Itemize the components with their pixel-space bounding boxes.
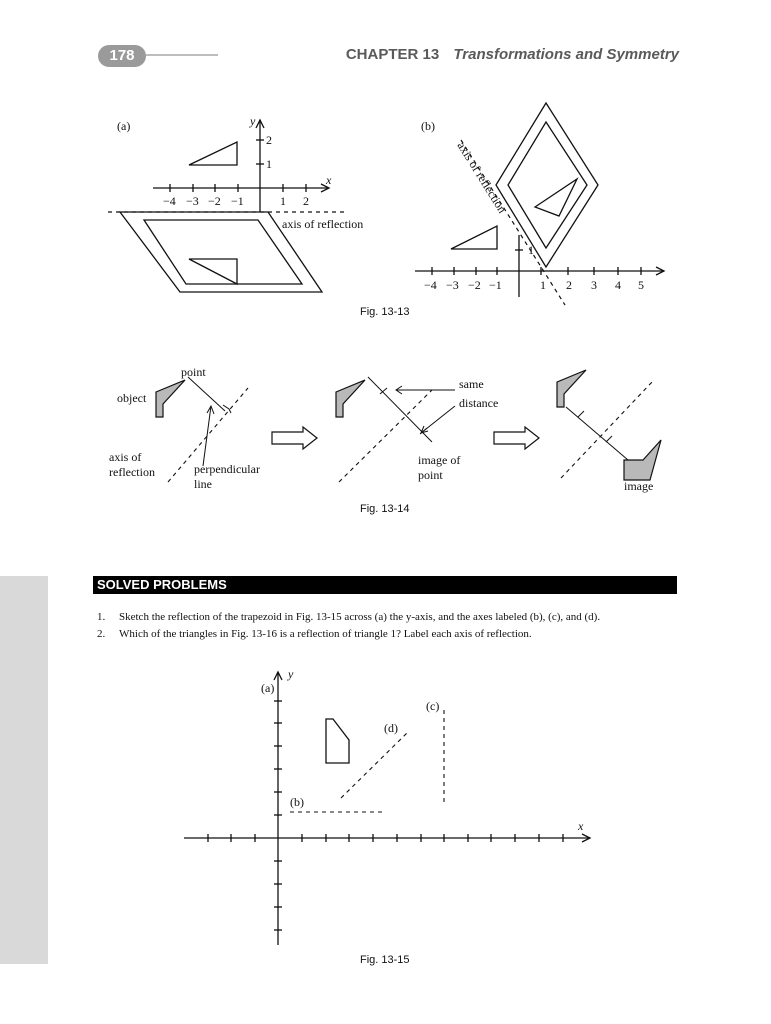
problem-text: Sketch the reflection of the trapezoid in Fig. 13-15 across (a) the y-axis, and the axes labeled (b), (c), and (d). [119,611,601,623]
label-a: (a) [261,681,275,695]
x-tick: −4 [424,278,437,292]
y-tick: 2 [266,133,272,147]
panel-b-label: (b) [421,119,435,133]
panel-a-label: (a) [117,119,131,133]
y-tick: 1 [266,157,272,171]
x-tick: −3 [446,278,459,292]
x-tick: 4 [615,278,621,292]
y-axis-label: y [288,667,294,681]
fig-13-14-caption: Fig. 13-14 [360,503,410,515]
line-label: line [194,477,212,491]
perpendicular-label: perpendicular [194,462,260,476]
axis-d [341,732,408,798]
reflection-label: reflection [109,465,155,479]
axis-of-reflection-label-b: axis of reflection [454,139,510,216]
chapter-number: CHAPTER 13 [345,46,440,63]
fig-13-14 [0,330,771,520]
label-c: (c) [426,699,440,713]
triangle-object-b [451,226,497,249]
image-of-label: image of [418,453,461,467]
axis-of-reflection-label-a: axis of reflection [282,217,364,231]
triangle-object [189,142,237,165]
arrow-right-1 [272,427,317,449]
object-shape-1 [156,380,185,417]
same-label: same [459,377,484,391]
label-b: (b) [290,795,304,809]
point-label: point [181,365,206,379]
x-tick: 5 [638,278,644,292]
chapter-title: Transformations and Symmetry [453,46,679,63]
distance-label: distance [459,396,499,410]
x-tick: −1 [231,194,244,208]
x-axis-label-a: x [326,173,332,187]
x-tick: 1 [280,194,286,208]
problem-text: Which of the triangles in Fig. 13-16 is a reflection of triangle 1? Label each axis of reflection. [119,628,532,640]
inner-parallelogram [144,220,302,284]
x-tick: 3 [591,278,597,292]
problem-2 [97,628,532,640]
solved-problems-heading: SOLVED PROBLEMS [93,576,677,594]
inner-rhombus [508,122,587,248]
x-tick: −1 [489,278,502,292]
problem-number: 1. [97,611,106,623]
y-axis-label-a: y [250,114,256,128]
page-number-badge: 178 [98,45,146,67]
x-tick: −2 [468,278,481,292]
triangle-image [189,259,237,284]
fig-13-15 [0,660,771,980]
fig-13-15-caption: Fig. 13-15 [360,954,410,966]
point-label-2: point [418,468,443,482]
image-shape-3 [624,440,661,480]
label-d: (d) [384,721,398,735]
problem-number: 2. [97,628,106,640]
x-tick: −3 [186,194,199,208]
x-axis-label: x [578,819,584,833]
x-tick: −2 [208,194,221,208]
object-shape-2 [336,380,365,417]
arrow-right-2 [494,427,539,449]
object-label: object [117,391,147,405]
x-tick: 1 [540,278,546,292]
x-tick: 2 [303,194,309,208]
object-shape-3 [557,370,586,407]
x-tick: −4 [163,194,176,208]
fig-13-13-caption: Fig. 13-13 [360,306,410,318]
axis-of-label: axis of [109,450,142,464]
problem-1 [97,611,600,623]
trapezoid [326,719,349,763]
outer-rhombus [496,103,598,267]
y-tick: 1 [528,243,534,257]
fig-13-13-a [0,0,771,318]
x-tick: 2 [566,278,572,292]
image-label: image [624,479,654,493]
